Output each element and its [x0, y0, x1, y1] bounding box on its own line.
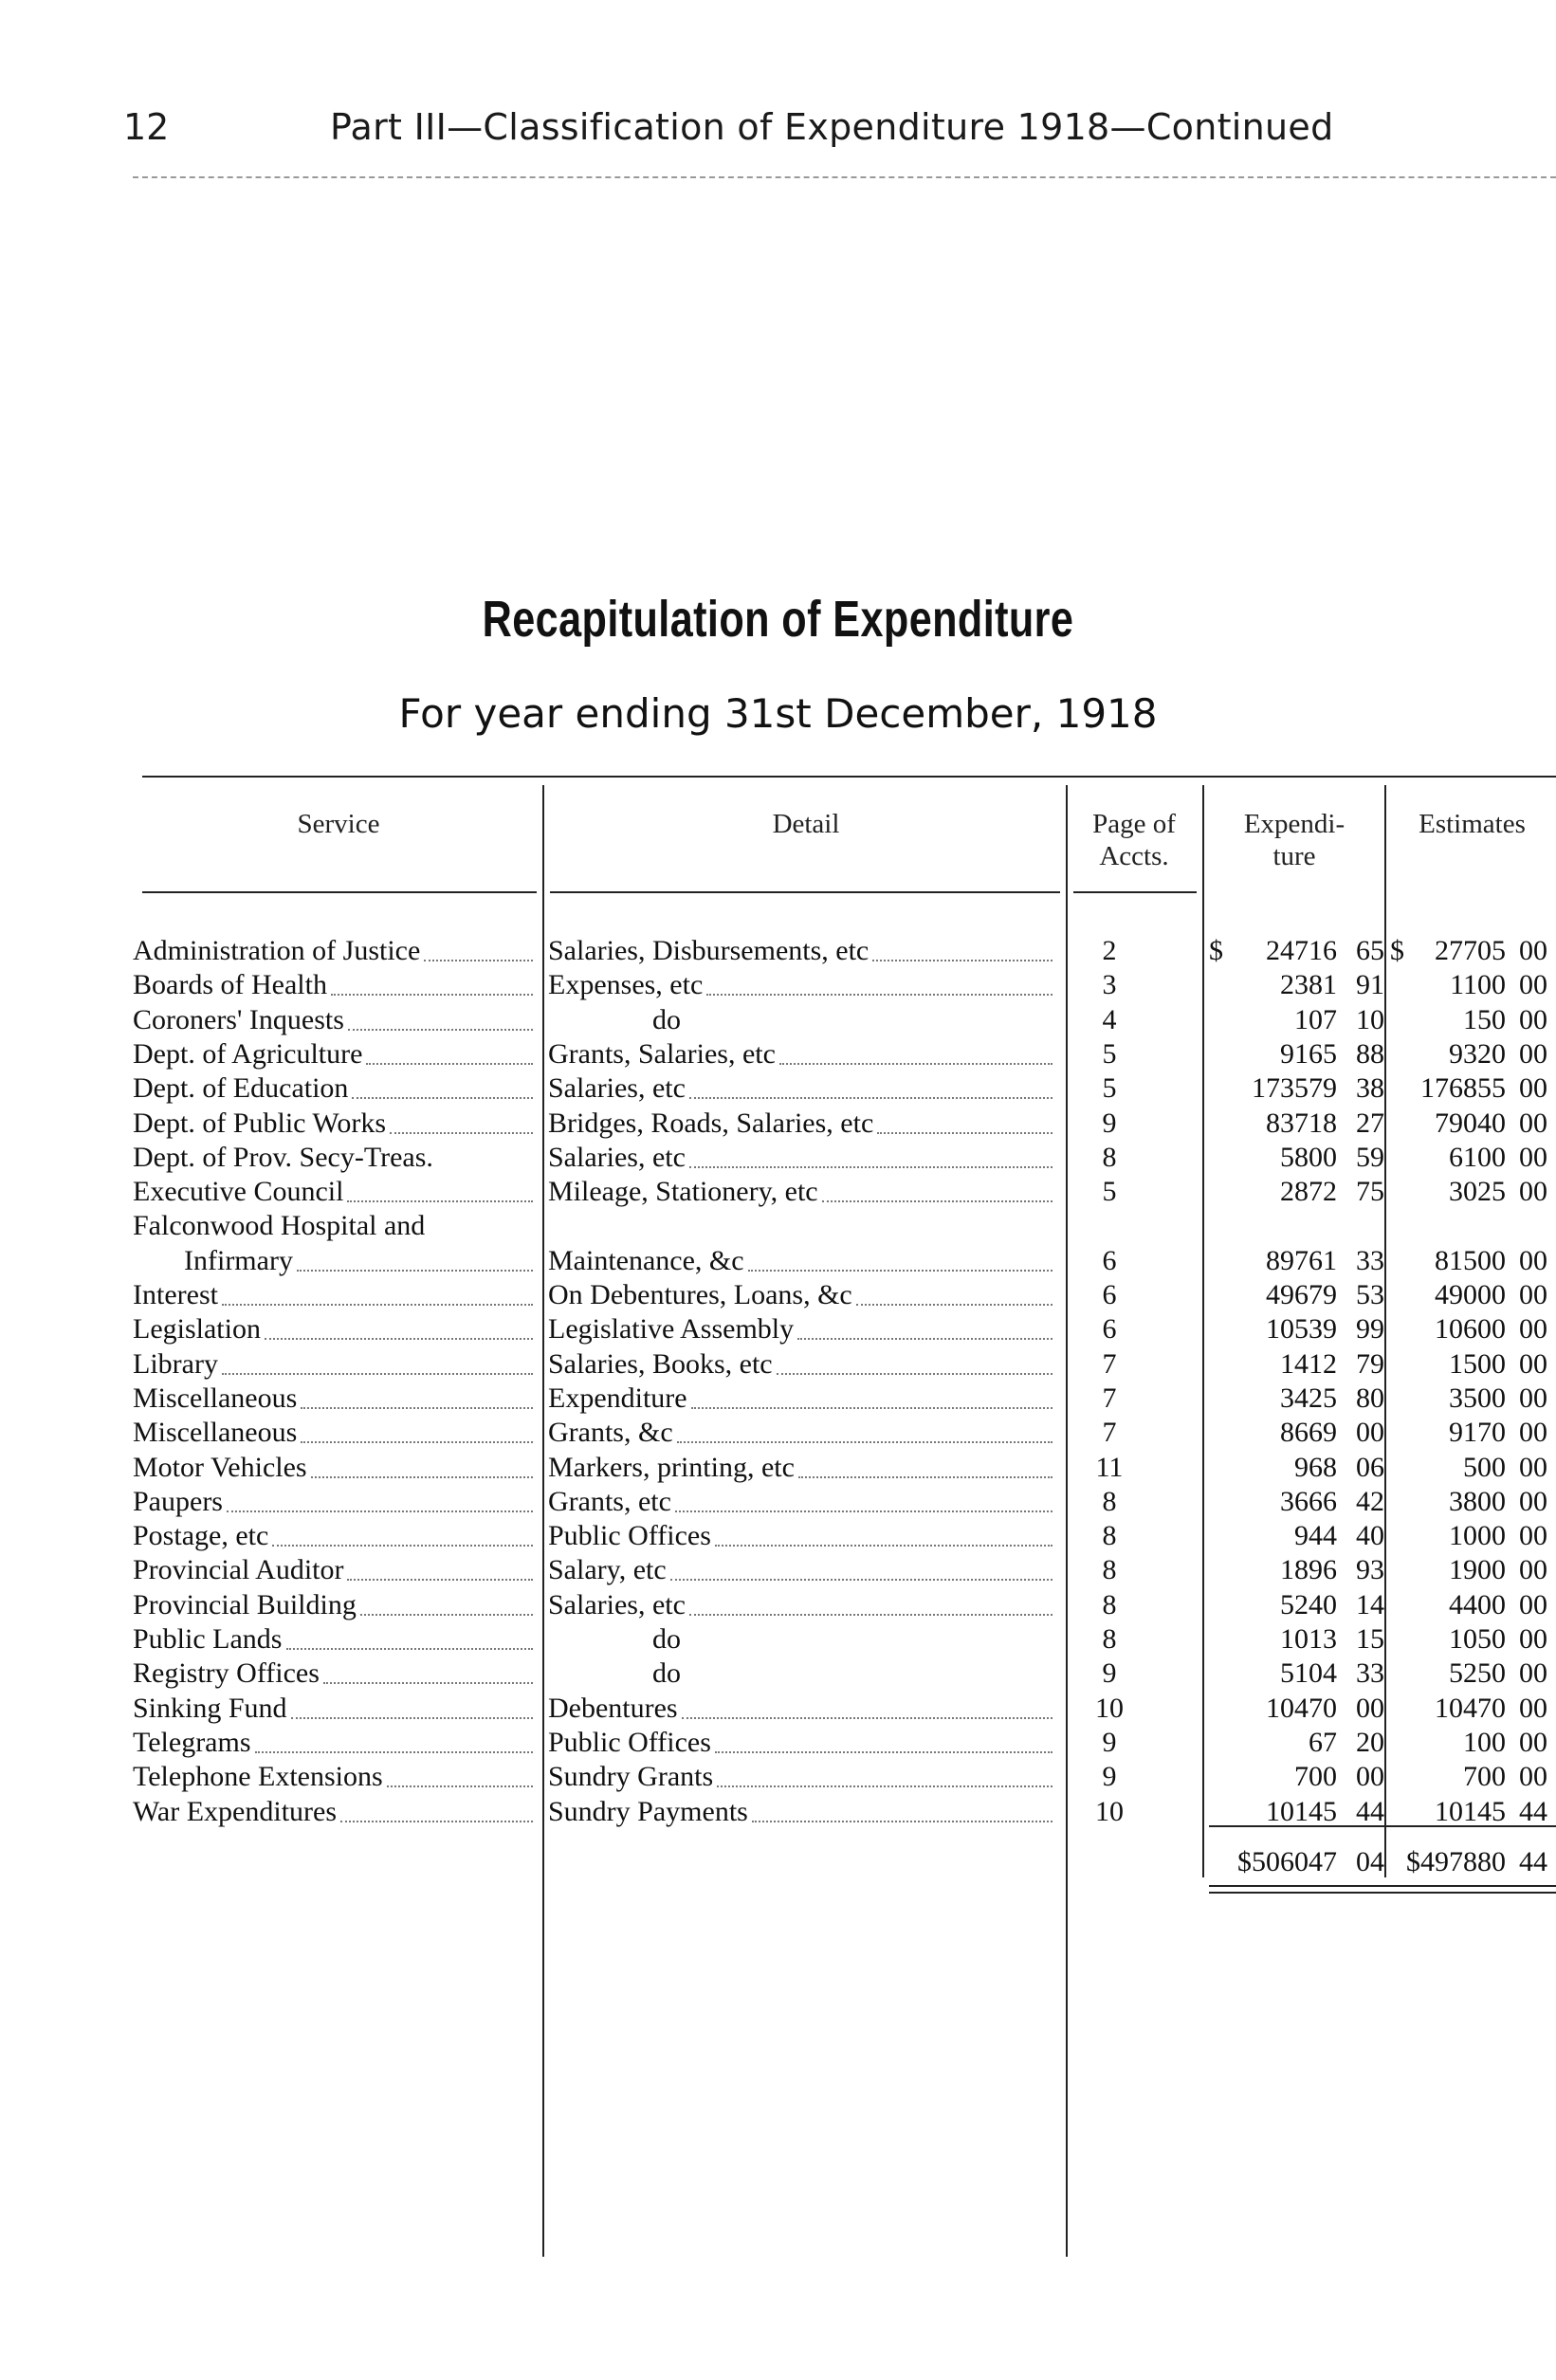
expenditure-cents-cell: 06	[1356, 1451, 1384, 1483]
detail-cell: Salaries, Disbursements, etc	[548, 935, 870, 966]
expenditure-cents-cell: 80	[1356, 1382, 1384, 1414]
page-subtitle: For year ending 31st December, 1918	[398, 690, 1158, 737]
estimate-cents-cell: 00	[1519, 1451, 1547, 1483]
expenditure-cents-cell: 00	[1356, 1692, 1384, 1724]
page-cell: 7	[1102, 1417, 1117, 1449]
table-row	[0, 1519, 1556, 1553]
dot-leader	[297, 1270, 533, 1272]
service-cell: Legislation	[133, 1313, 261, 1346]
dot-leader	[272, 1545, 533, 1547]
detail-cell: do	[652, 1657, 681, 1690]
estimate-cents-cell: 00	[1519, 1485, 1547, 1517]
detail-cell: Public Offices	[548, 1726, 711, 1758]
expenditure-cents-cell: 15	[1356, 1623, 1384, 1655]
service-cell: Coroners' Inquests	[133, 1003, 344, 1035]
expenditure-cents-cell: 27	[1356, 1107, 1384, 1139]
dot-leader	[779, 1063, 1053, 1065]
dot-leader	[689, 1614, 1053, 1616]
expenditure-cents-cell: 20	[1356, 1726, 1384, 1758]
expenditure-cell: 968	[1294, 1451, 1337, 1483]
detail-cell: Salaries, etc	[548, 1588, 686, 1620]
detail-cell: Mileage, Stationery, etc	[548, 1176, 818, 1208]
table-row	[0, 1209, 1556, 1243]
dot-leader	[340, 1821, 533, 1822]
detail-cell: Legislative Assembly	[548, 1313, 795, 1346]
dot-leader	[877, 1132, 1053, 1134]
service-cell: Miscellaneous	[133, 1417, 298, 1449]
dot-leader	[856, 1304, 1053, 1306]
estimate-cents-cell: 00	[1519, 1072, 1547, 1105]
page-cell: 7	[1102, 1347, 1117, 1380]
expenditure-cell: 10145	[1266, 1795, 1337, 1827]
expenditure-cell: 1013	[1280, 1623, 1337, 1655]
table-row	[0, 1071, 1556, 1106]
page-cell: 2	[1102, 935, 1117, 966]
expenditure-cell: 2872	[1280, 1176, 1337, 1208]
estimate-cents-cell: 00	[1519, 1520, 1547, 1552]
col-header-page-line1: Page of	[1092, 809, 1176, 839]
dot-leader	[390, 1132, 533, 1134]
table-row	[0, 1416, 1556, 1450]
table-row	[0, 1726, 1556, 1760]
page-cell: 8	[1102, 1520, 1117, 1552]
service-cell: Provincial Auditor	[133, 1554, 344, 1586]
table-row	[0, 1141, 1556, 1175]
estimate-cell: 1050	[1449, 1623, 1506, 1655]
service-cell: Boards of Health	[133, 969, 327, 1001]
page-cell: 8	[1102, 1588, 1117, 1620]
dot-leader	[715, 1751, 1053, 1753]
estimate-cell: 6100	[1449, 1141, 1506, 1173]
estimate-cents-cell: 00	[1519, 969, 1547, 1001]
expenditure-cell: 24716	[1266, 935, 1337, 966]
dot-leader	[347, 1200, 533, 1202]
dot-leader	[311, 1476, 533, 1478]
dot-leader	[360, 1614, 533, 1616]
detail-cell: do	[652, 1623, 681, 1655]
expenditure-cell: 5800	[1280, 1141, 1337, 1173]
dot-leader	[798, 1476, 1053, 1478]
total-rule	[1209, 1825, 1556, 1827]
expenditure-dollar-sign: $	[1209, 935, 1223, 966]
estimate-cents-cell: 00	[1519, 1244, 1547, 1276]
expenditure-cents-cell: 88	[1356, 1037, 1384, 1070]
table-row	[0, 1037, 1556, 1071]
detail-cell: On Debentures, Loans, &c	[548, 1279, 852, 1310]
table-row	[0, 968, 1556, 1002]
page-cell: 5	[1102, 1037, 1117, 1070]
dot-leader	[689, 1097, 1053, 1099]
estimate-cell: 3500	[1449, 1382, 1506, 1414]
page-cell: 11	[1095, 1451, 1124, 1483]
total-estimate: $497880	[1406, 1846, 1506, 1877]
table-row	[0, 1692, 1556, 1726]
table-row	[0, 1278, 1556, 1312]
estimate-cents-cell: 00	[1519, 1623, 1547, 1655]
dot-leader	[227, 1510, 533, 1512]
total-double-rule	[1209, 1892, 1556, 1894]
table-row	[0, 1795, 1556, 1829]
detail-cell: Public Offices	[548, 1520, 711, 1552]
estimate-cell: 49000	[1435, 1279, 1506, 1310]
col-header-page-line2: Accts.	[1099, 841, 1169, 871]
col-header-detail: Detail	[772, 809, 840, 839]
page-cell: 8	[1102, 1141, 1117, 1173]
page-cell: 10	[1095, 1795, 1124, 1827]
total-expenditure-cents: 04	[1356, 1846, 1384, 1877]
estimate-cents-cell: 00	[1519, 935, 1547, 966]
estimate-cell: 3025	[1449, 1176, 1506, 1208]
estimate-cents-cell: 00	[1519, 1141, 1547, 1173]
dot-leader	[348, 1029, 533, 1031]
table-row	[0, 1382, 1556, 1416]
service-cell: Public Lands	[133, 1623, 283, 1655]
estimate-cell: 79040	[1435, 1107, 1506, 1139]
expenditure-cell: 700	[1294, 1761, 1337, 1793]
table-row	[0, 1485, 1556, 1519]
dot-leader	[717, 1785, 1053, 1787]
estimate-cents-cell: 00	[1519, 1279, 1547, 1310]
service-cell: Miscellaneous	[133, 1382, 298, 1414]
service-cell: Infirmary	[184, 1244, 293, 1276]
expenditure-cell: 5240	[1280, 1588, 1337, 1620]
estimate-cell: 4400	[1449, 1588, 1506, 1620]
page-cell: 5	[1102, 1072, 1117, 1105]
expenditure-cell: 10470	[1266, 1692, 1337, 1724]
estimate-cell: 1500	[1449, 1347, 1506, 1380]
estimate-cell: 1900	[1449, 1554, 1506, 1586]
service-cell: Dept. of Agriculture	[133, 1037, 363, 1070]
expenditure-cents-cell: 99	[1356, 1313, 1384, 1346]
estimate-cents-cell: 00	[1519, 1657, 1547, 1690]
estimate-cents-cell: 00	[1519, 1313, 1547, 1346]
total-estimate-cents: 44	[1519, 1846, 1547, 1877]
estimate-cell: 1100	[1450, 969, 1506, 1001]
expenditure-cents-cell: 00	[1356, 1761, 1384, 1793]
expenditure-cell: 107	[1294, 1003, 1337, 1035]
detail-cell: Expenditure	[548, 1382, 687, 1414]
expenditure-cents-cell: 38	[1356, 1072, 1384, 1105]
dot-leader	[748, 1270, 1053, 1272]
service-cell: Motor Vehicles	[133, 1451, 307, 1483]
table-row	[0, 1312, 1556, 1346]
expenditure-cents-cell: 75	[1356, 1176, 1384, 1208]
expenditure-cents-cell: 42	[1356, 1485, 1384, 1517]
total-double-rule	[1209, 1885, 1556, 1887]
page-cell: 9	[1102, 1726, 1117, 1758]
detail-cell: Sundry Payments	[548, 1795, 748, 1827]
service-cell: Dept. of Public Works	[133, 1107, 387, 1139]
page-cell: 4	[1102, 1003, 1117, 1035]
estimate-cents-cell: 00	[1519, 1554, 1547, 1586]
page-cell: 3	[1102, 969, 1117, 1001]
estimate-cell: 10470	[1435, 1692, 1506, 1724]
running-title: Part III—Classification of Expenditure 1918—Continued	[330, 106, 1334, 148]
service-cell: Telegrams	[133, 1726, 251, 1758]
estimate-cents-cell: 00	[1519, 1692, 1547, 1724]
estimate-cents-cell: 00	[1519, 1037, 1547, 1070]
service-cell: Paupers	[133, 1485, 223, 1517]
table-top-rule	[142, 776, 1556, 778]
detail-cell: Debentures	[548, 1692, 678, 1724]
expenditure-cell: 83718	[1266, 1107, 1337, 1139]
expenditure-cents-cell: 91	[1356, 969, 1384, 1001]
page-cell: 9	[1102, 1107, 1117, 1139]
table-row	[0, 1553, 1556, 1587]
dot-leader	[323, 1682, 533, 1684]
dot-leader	[291, 1717, 533, 1719]
detail-cell: Markers, printing, etc	[548, 1451, 795, 1483]
page-cell: 8	[1102, 1623, 1117, 1655]
expenditure-cell: 9165	[1280, 1037, 1337, 1070]
page-title: Recapitulation of Expenditure	[482, 591, 1074, 648]
dot-leader	[715, 1545, 1053, 1547]
estimate-cell: 81500	[1435, 1244, 1506, 1276]
service-cell: Telephone Extensions	[133, 1761, 383, 1793]
col-header-page	[1070, 808, 1199, 872]
header-divider	[133, 176, 1556, 178]
expenditure-cell: 5104	[1280, 1657, 1337, 1690]
expenditure-cents-cell: 40	[1356, 1520, 1384, 1552]
expenditure-cents-cell: 93	[1356, 1554, 1384, 1586]
detail-cell: Salaries, etc	[548, 1141, 686, 1173]
dot-leader	[752, 1821, 1053, 1822]
service-cell: Library	[133, 1347, 218, 1380]
expenditure-cents-cell: 33	[1356, 1657, 1384, 1690]
table-row	[0, 1588, 1556, 1622]
dot-leader	[255, 1751, 533, 1753]
col-header-service: Service	[297, 809, 380, 839]
detail-cell: Salary, etc	[548, 1554, 667, 1586]
dot-leader	[366, 1063, 533, 1065]
estimate-cents-cell: 44	[1519, 1795, 1547, 1827]
page-cell: 6	[1102, 1279, 1117, 1310]
estimate-cell: 9170	[1449, 1417, 1506, 1449]
estimate-cell: 27705	[1435, 935, 1506, 966]
dot-leader	[675, 1510, 1053, 1512]
page-cell: 8	[1102, 1554, 1117, 1586]
running-head	[0, 106, 1556, 163]
expenditure-cell: 10539	[1266, 1313, 1337, 1346]
expenditure-cents-cell: 33	[1356, 1244, 1384, 1276]
dot-leader	[677, 1441, 1053, 1443]
estimate-cents-cell: 00	[1519, 1347, 1547, 1380]
expenditure-cell: 173579	[1252, 1072, 1337, 1105]
expenditure-cell: 2381	[1280, 969, 1337, 1001]
page-cell: 9	[1102, 1761, 1117, 1793]
dot-leader	[301, 1441, 533, 1443]
detail-cell: Grants, &c	[548, 1417, 673, 1449]
dot-leader	[777, 1373, 1053, 1375]
estimate-cents-cell: 00	[1519, 1176, 1547, 1208]
estimate-cell: 700	[1463, 1761, 1506, 1793]
expenditure-cell: 944	[1294, 1520, 1337, 1552]
dot-leader	[265, 1338, 533, 1340]
dot-leader	[822, 1200, 1053, 1202]
detail-cell: Grants, Salaries, etc	[548, 1037, 776, 1070]
dot-leader	[387, 1785, 533, 1787]
expenditure-cents-cell: 65	[1356, 935, 1384, 966]
dot-leader	[682, 1717, 1053, 1719]
estimate-cents-cell: 00	[1519, 1003, 1547, 1035]
table-row	[0, 1760, 1556, 1794]
expenditure-cell: 3425	[1280, 1382, 1337, 1414]
expenditure-cents-cell: 14	[1356, 1588, 1384, 1620]
expenditure-cents-cell: 79	[1356, 1347, 1384, 1380]
service-cell: Postage, etc	[133, 1520, 269, 1552]
expenditure-cell: 1896	[1280, 1554, 1337, 1586]
service-cell: Dept. of Prov. Secy-Treas.	[133, 1141, 433, 1173]
dot-leader	[222, 1304, 533, 1306]
dot-leader	[797, 1338, 1053, 1340]
expenditure-cents-cell: 00	[1356, 1417, 1384, 1449]
expenditure-cell: 8669	[1280, 1417, 1337, 1449]
header-underline	[550, 891, 1060, 893]
col-header-estimates: Estimates	[1419, 809, 1526, 839]
expenditure-cell: 89761	[1266, 1244, 1337, 1276]
page-cell: 7	[1102, 1382, 1117, 1414]
detail-cell: Salaries, Books, etc	[548, 1347, 773, 1380]
table-row	[0, 1622, 1556, 1657]
dot-leader	[222, 1373, 533, 1375]
estimate-cents-cell: 00	[1519, 1588, 1547, 1620]
expenditure-cell: 67	[1309, 1726, 1337, 1758]
expenditure-cents-cell: 59	[1356, 1141, 1384, 1173]
dot-leader	[670, 1579, 1053, 1581]
table-row	[0, 1657, 1556, 1691]
detail-cell: Expenses, etc	[548, 969, 704, 1001]
dot-leader	[352, 1097, 533, 1099]
expenditure-cents-cell: 44	[1356, 1795, 1384, 1827]
header-underline	[1073, 891, 1197, 893]
expenditure-cents-cell: 10	[1356, 1003, 1384, 1035]
table-row	[0, 934, 1556, 968]
page-cell: 6	[1102, 1244, 1117, 1276]
table-row	[0, 1003, 1556, 1037]
service-cell: Executive Council	[133, 1176, 344, 1208]
estimate-dollar-sign: $	[1390, 935, 1404, 966]
service-cell: War Expenditures	[133, 1795, 338, 1827]
col-header-exp-line2: ture	[1272, 841, 1316, 871]
detail-cell: Maintenance, &c	[548, 1244, 744, 1276]
page-number: 12	[123, 106, 170, 148]
expenditure-cents-cell: 53	[1356, 1279, 1384, 1310]
estimate-cell: 176855	[1420, 1072, 1506, 1105]
service-cell: Provincial Building	[133, 1588, 357, 1620]
dot-leader	[872, 960, 1053, 961]
page-cell: 10	[1095, 1692, 1124, 1724]
table-row	[0, 1347, 1556, 1382]
estimate-cell: 100	[1463, 1726, 1506, 1758]
service-cell: Interest	[133, 1279, 218, 1310]
col-header-expenditure	[1206, 808, 1382, 872]
page-cell: 6	[1102, 1313, 1117, 1346]
dot-leader	[691, 1407, 1053, 1409]
estimate-cell: 3800	[1449, 1485, 1506, 1517]
dot-leader	[301, 1407, 533, 1409]
page-cell: 5	[1102, 1176, 1117, 1208]
dot-leader	[347, 1579, 533, 1581]
detail-cell: Grants, etc	[548, 1485, 671, 1517]
table-row	[0, 1175, 1556, 1209]
header-underline	[142, 891, 537, 893]
page-cell: 8	[1102, 1485, 1117, 1517]
estimate-cents-cell: 00	[1519, 1382, 1547, 1414]
estimate-cents-cell: 00	[1519, 1726, 1547, 1758]
expenditure-cell: 3666	[1280, 1485, 1337, 1517]
estimate-cell: 10145	[1435, 1795, 1506, 1827]
dot-leader	[706, 994, 1053, 996]
expenditure-cell: 49679	[1266, 1279, 1337, 1310]
service-cell: Falconwood Hospital and	[133, 1210, 426, 1242]
detail-cell: Bridges, Roads, Salaries, etc	[548, 1107, 874, 1139]
estimate-cell: 1000	[1449, 1520, 1506, 1552]
dot-leader	[331, 994, 533, 996]
dot-leader	[424, 960, 533, 961]
detail-cell: Sundry Grants	[548, 1761, 714, 1793]
col-header-exp-line1: Expendi-	[1243, 809, 1345, 839]
table-row	[0, 1244, 1556, 1278]
estimate-cents-cell: 00	[1519, 1107, 1547, 1139]
estimate-cell: 9320	[1449, 1037, 1506, 1070]
table-row	[0, 1451, 1556, 1485]
service-cell: Administration of Justice	[133, 935, 421, 966]
total-row	[0, 1845, 1556, 1879]
table-row	[0, 1107, 1556, 1141]
estimate-cell: 150	[1463, 1003, 1506, 1035]
service-cell: Sinking Fund	[133, 1692, 287, 1724]
estimate-cell: 500	[1463, 1451, 1506, 1483]
estimate-cents-cell: 00	[1519, 1417, 1547, 1449]
dot-leader	[689, 1166, 1053, 1168]
expenditure-cell: 1412	[1280, 1347, 1337, 1380]
total-expenditure: $506047	[1237, 1846, 1337, 1877]
dot-leader	[286, 1648, 534, 1650]
page-cell: 9	[1102, 1657, 1117, 1690]
estimate-cents-cell: 00	[1519, 1761, 1547, 1793]
service-cell: Dept. of Education	[133, 1072, 349, 1105]
detail-cell: Salaries, etc	[548, 1072, 686, 1105]
estimate-cell: 5250	[1449, 1657, 1506, 1690]
service-cell: Registry Offices	[133, 1657, 320, 1690]
detail-cell: do	[652, 1003, 681, 1035]
estimate-cell: 10600	[1435, 1313, 1506, 1346]
